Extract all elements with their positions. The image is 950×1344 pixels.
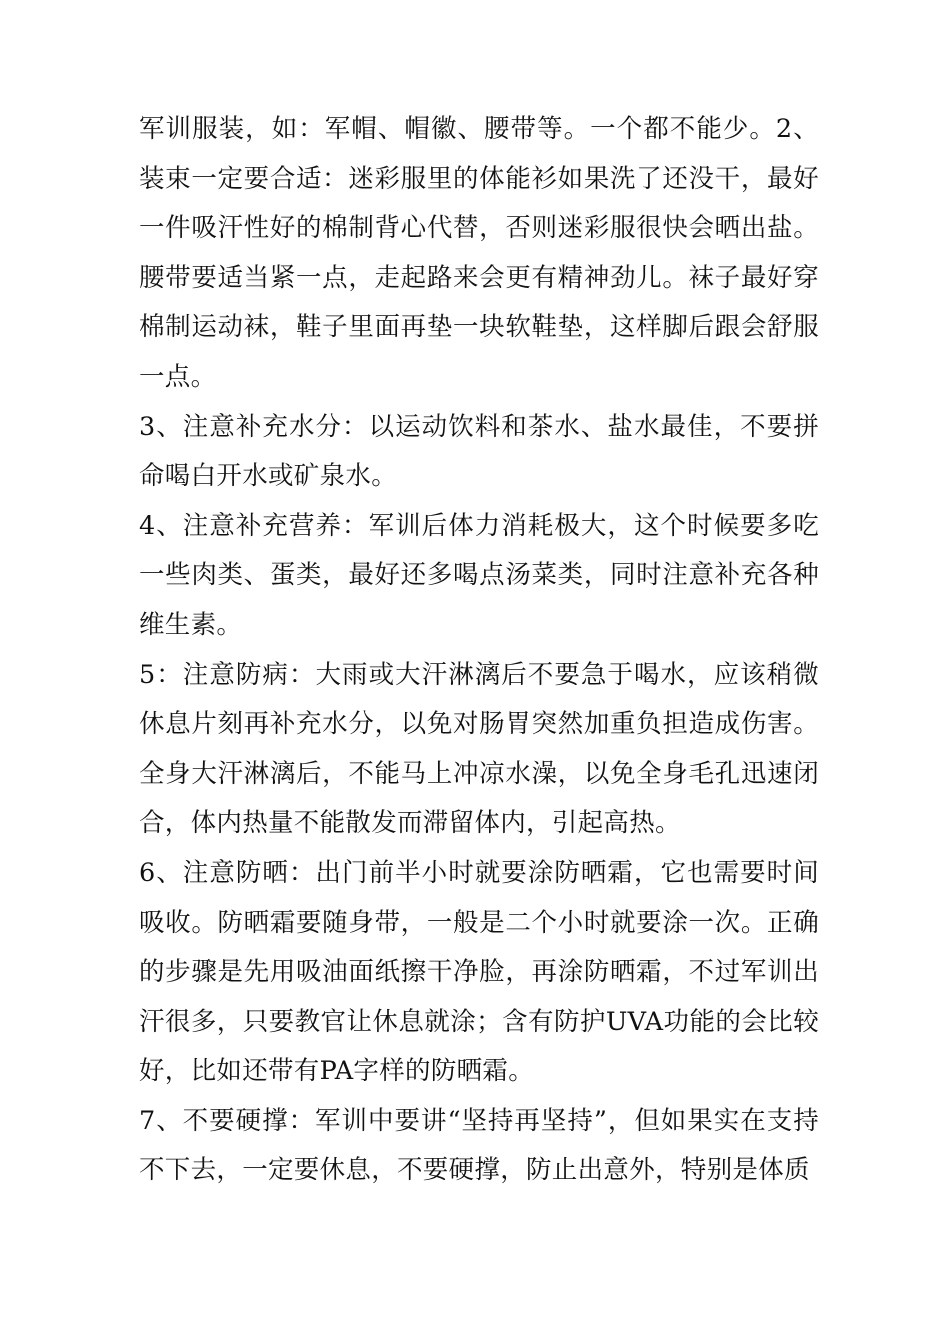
paragraph-sun-protection: 6、注意防晒：出门前半小时就要涂防晒霜，它也需要时间吸收。防晒霜要随身带，一般是二个小时就要涂一次。正确的步骤是先用吸油面纸擦干净脸，再涂防晒霜，不过军训出汗很多，只要教官让休息就涂；含有防护UVA功能的会比较好，比如还带有PA字样的防晒霜。: [139, 857, 819, 1087]
document-body: [139, 105, 819, 1196]
paragraph-uniform-and-attire: 军训服装，如：军帽、帽徽、腰带等。一个都不能少。2、装束一定要合适：迷彩服里的体能衫如果洗了还没干，最好一件吸汗性好的棉制背心代替，否则迷彩服很快会晒出盐。腰带要适当紧一点，走起路来会更有精神劲儿。袜子最好穿棉制运动袜，鞋子里面再垫一块软鞋垫，这样脚后跟会舒服一点。: [139, 114, 819, 392]
paragraph-illness-prevention: 5：注意防病：大雨或大汗淋漓后不要急于喝水，应该稍微休息片刻再补充水分，以免对肠胃突然加重负担造成伤害。全身大汗淋漓后，不能马上冲凉水澡，以免全身毛孔迅速闭合，体内热量不能散发而滞留体内，引起高热。: [139, 659, 819, 839]
paragraph-do-not-overexert: 7、不要硬撑：军训中要讲“坚持再坚持”，但如果实在支持不下去，一定要休息，不要硬撑，防止出意外，特别是体质: [139, 1105, 819, 1186]
paragraph-hydration: 3、注意补充水分：以运动饮料和茶水、盐水最佳，不要拼命喝白开水或矿泉水。: [139, 411, 819, 492]
paragraph-nutrition: 4、注意补充营养：军训后体力消耗极大，这个时候要多吃一些肉类、蛋类，最好还多喝点汤菜类，同时注意补充各种维生素。: [139, 510, 819, 640]
